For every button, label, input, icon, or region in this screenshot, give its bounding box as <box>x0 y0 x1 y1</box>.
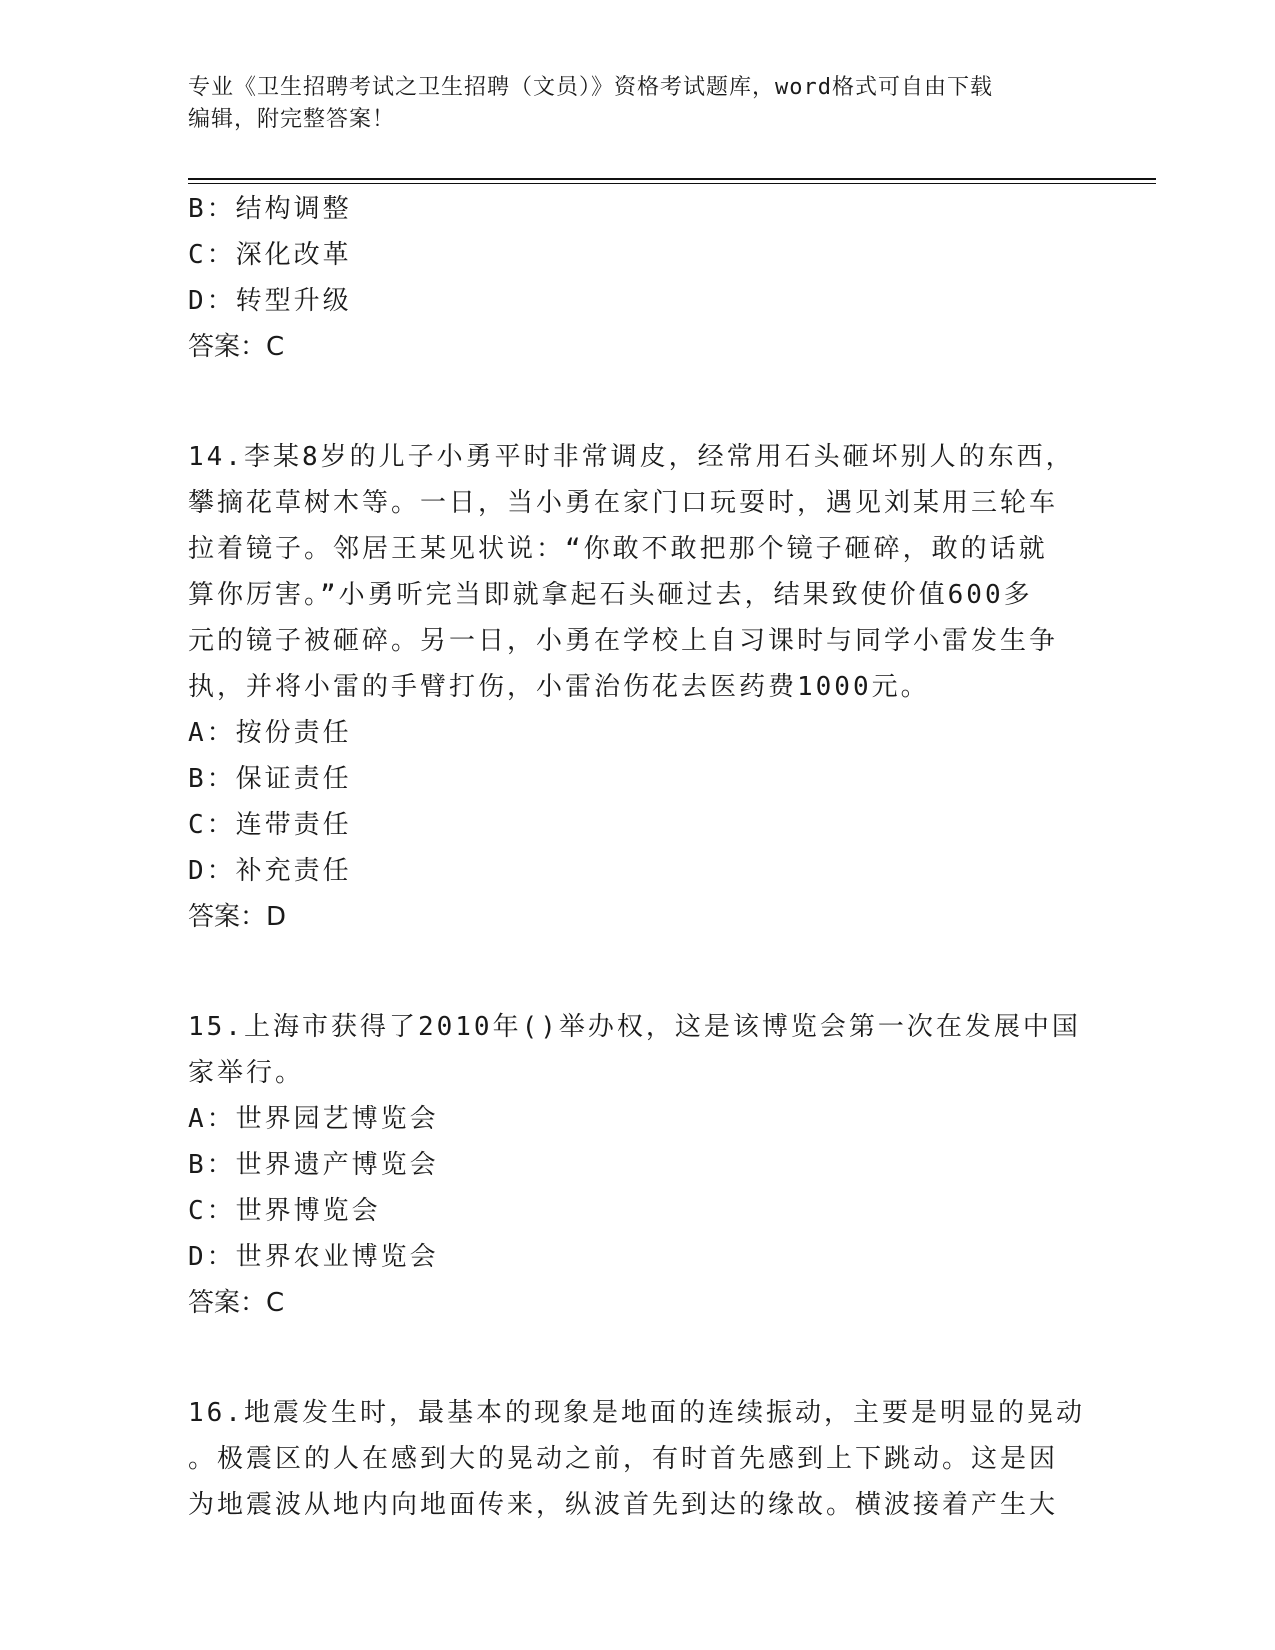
option-b: B：保证责任 <box>188 764 352 794</box>
option-c: C：世界博览会 <box>188 1196 381 1226</box>
question-spacer <box>188 940 1088 1004</box>
question-content <box>188 186 1088 1528</box>
option-a: A：按份责任 <box>188 718 352 748</box>
option-b: B：结构调整 <box>188 194 352 224</box>
option-d: D：世界农业博览会 <box>188 1242 439 1272</box>
question-text-line: 家举行。 <box>188 1058 305 1088</box>
option-d: D：转型升级 <box>188 286 352 316</box>
question-spacer <box>188 1326 1088 1390</box>
answer-line: 答案：C <box>188 332 285 362</box>
question-15 <box>188 1004 1088 1326</box>
option-c: C：深化改革 <box>188 240 352 270</box>
question-text-line: 算你厉害。”小勇听完当即就拿起石头砸过去，结果致使价值600多 <box>188 580 1033 610</box>
question-13-tail <box>188 186 1088 370</box>
question-text-line: 元的镜子被砸碎。另一日，小勇在学校上自习课时与同学小雷发生争 <box>188 626 1059 656</box>
option-b: B：世界遗产博览会 <box>188 1150 439 1180</box>
option-d: D：补充责任 <box>188 856 352 886</box>
question-text-line: 拉着镜子。邻居王某见状说：“你敢不敢把那个镜子砸碎，敢的话就 <box>188 534 1048 564</box>
header-rule-thick <box>188 178 1156 180</box>
question-text-line: 15.上海市获得了2010年()举办权，这是该博览会第一次在发展中国 <box>188 1012 1081 1042</box>
option-c: C：连带责任 <box>188 810 352 840</box>
header-line-1: 专业《卫生招聘考试之卫生招聘（文员）》资格考试题库，word格式可自由下载 <box>188 75 993 100</box>
question-text-line: 14.李某8岁的儿子小勇平时非常调皮，经常用石头砸坏别人的东西， <box>188 442 1075 472</box>
header-rule-thin <box>188 183 1156 184</box>
document-header <box>188 72 1088 136</box>
question-text-line: 攀摘花草树木等。一日，当小勇在家门口玩耍时，遇见刘某用三轮车 <box>188 488 1059 518</box>
answer-line: 答案：D <box>188 902 287 932</box>
header-line-2: 编辑，附完整答案！ <box>188 107 396 132</box>
question-16 <box>188 1390 1088 1528</box>
question-spacer <box>188 370 1088 434</box>
question-text-line: 执，并将小雷的手臂打伤，小雷治伤花去医药费1000元。 <box>188 672 930 702</box>
question-text-line: 16.地震发生时，最基本的现象是地面的连续振动，主要是明显的晃动 <box>188 1398 1085 1428</box>
answer-line: 答案：C <box>188 1288 285 1318</box>
question-14 <box>188 434 1088 940</box>
option-a: A：世界园艺博览会 <box>188 1104 439 1134</box>
question-text-line: 为地震波从地内向地面传来，纵波首先到达的缘故。横波接着产生大 <box>188 1490 1059 1520</box>
question-text-line: 。极震区的人在感到大的晃动之前，有时首先感到上下跳动。这是因 <box>188 1444 1059 1474</box>
